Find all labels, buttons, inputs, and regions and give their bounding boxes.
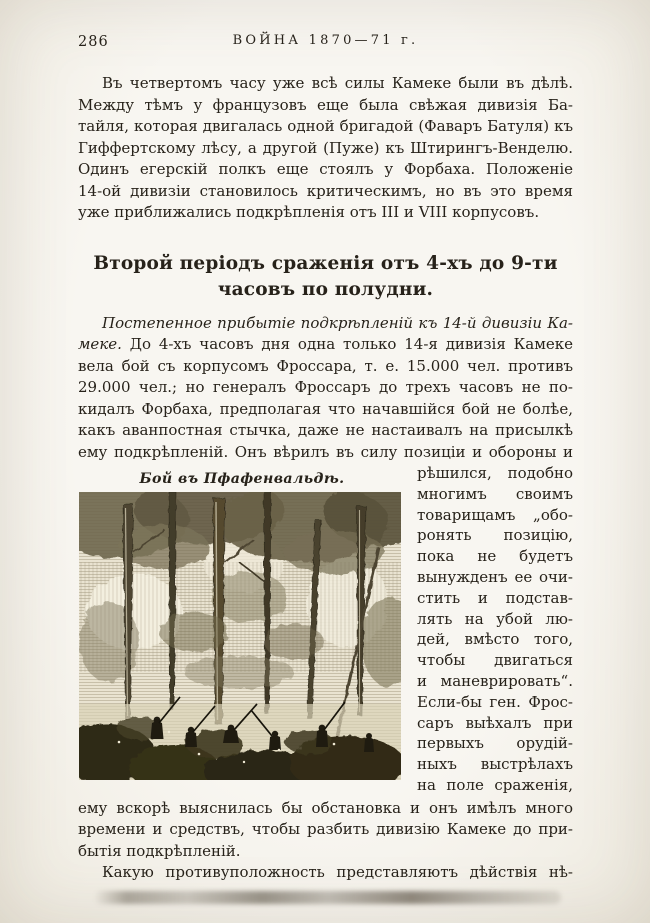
text-line: вынужденъ ее очи- (417, 567, 573, 586)
text-line: чтобы двигаться (417, 651, 573, 670)
text-line: многимъ своимъ (417, 484, 573, 503)
heading-line: часовъ по полудни. (217, 279, 434, 300)
text-line: кидалъ Форбаха, предполагая что начавшійся бой не болѣе, (78, 399, 573, 418)
text-line: Между тѣмъ у французовъ еще была свѣжая дивизія Ба- (78, 95, 573, 114)
text-line: бытія подкрѣпленій. (78, 841, 241, 860)
text-line: 29.000 чел.; но генералъ Фроссаръ до трехъ часовъ не по- (78, 378, 573, 396)
text-line: ему вскорѣ выяснилась бы обстановка и онъ имѣлъ много (78, 798, 573, 817)
figure-and-sidetext-row (78, 463, 573, 796)
text-line: первыхъ орудій- (417, 734, 573, 753)
text-line: уже приближались подкрѣпленія отъ III и VIII корпусовъ. (78, 203, 540, 221)
text-line: лять на убой лю- (417, 609, 573, 628)
page-number: 286 (78, 34, 109, 50)
text-line: ему подкрѣпленій. Онъ вѣрилъ въ силу позиціи и обороны и (78, 442, 573, 461)
text-line: тайля, которая двигалась одной бригадой (Фаваръ Батуля) къ (78, 117, 573, 135)
text-line: пока не будетъ (417, 547, 573, 566)
text-line: Въ четвертомъ часу уже всѣ силы Камеке были въ дѣлѣ. (102, 74, 573, 92)
section-heading (78, 251, 573, 304)
text-line: и маневрировать“. (417, 671, 573, 690)
text-line: 14-ой дивизіи становилось критическимъ, но въ это время (78, 181, 573, 200)
text-line: Одинъ егерскій полкъ еще стоялъ у Форбаха. Положеніе (78, 160, 573, 178)
text-line (78, 313, 573, 335)
paragraph-3 (78, 862, 573, 884)
running-header (78, 33, 573, 50)
running-header-title: ВОЙНА 1870—71 г. (232, 33, 419, 48)
text-line: саръ выѣхалъ при (417, 713, 573, 732)
text-line (78, 334, 573, 356)
heading-line: Второй періодъ сраженія отъ 4-хъ до 9-ти (93, 252, 558, 274)
figure-caption: Бой въ Пфафенвальдѣ. (139, 471, 345, 487)
text-line: Гиффертскому лѣсу, а другой (Пуже) къ Штирингъ-Венделю. (78, 138, 573, 157)
side-text-column (417, 463, 573, 796)
text-line: на поле сраженія, (417, 775, 573, 794)
engraving-forest-battle-illustration (79, 492, 401, 780)
text-line: Какую противуположность представляютъ дѣйствія нѣ- (102, 863, 573, 882)
italic-lead: меке. (78, 335, 122, 353)
text-line: ныхъ выстрѣлахъ (417, 755, 573, 774)
smudged-bottom-line (94, 891, 561, 904)
text-line: рѣшился, подобно (417, 464, 573, 482)
text-segment: До 4-хъ часовъ дня одна только 14-я дивизія Камеке (121, 335, 573, 353)
text-line: Если-бы ген. Фрос- (417, 692, 573, 711)
text-line: времени и средствъ, чтобы разбить дивизію Камеке до при- (78, 820, 573, 839)
continuation-paragraph (78, 798, 573, 863)
figure (78, 463, 406, 780)
text-line: стить и подстав- (417, 588, 573, 607)
text-line: товарищамъ „обо- (417, 505, 573, 524)
text-line: дей, вмѣсто того, (417, 630, 573, 649)
italic-lead: Постепенное прибытіе подкрѣпленій къ 14-й дивизіи Ка- (102, 313, 573, 332)
text-line: вела бой съ корпусомъ Фроссара, т. е. 15.000 чел. противъ (78, 356, 573, 375)
text-line: ронять позицію, (417, 526, 573, 545)
paragraph-2 (78, 313, 573, 464)
paragraph-1 (78, 73, 573, 224)
text-line: какъ аванпостная стычка, даже не настаивалъ на присылкѣ (78, 421, 573, 439)
